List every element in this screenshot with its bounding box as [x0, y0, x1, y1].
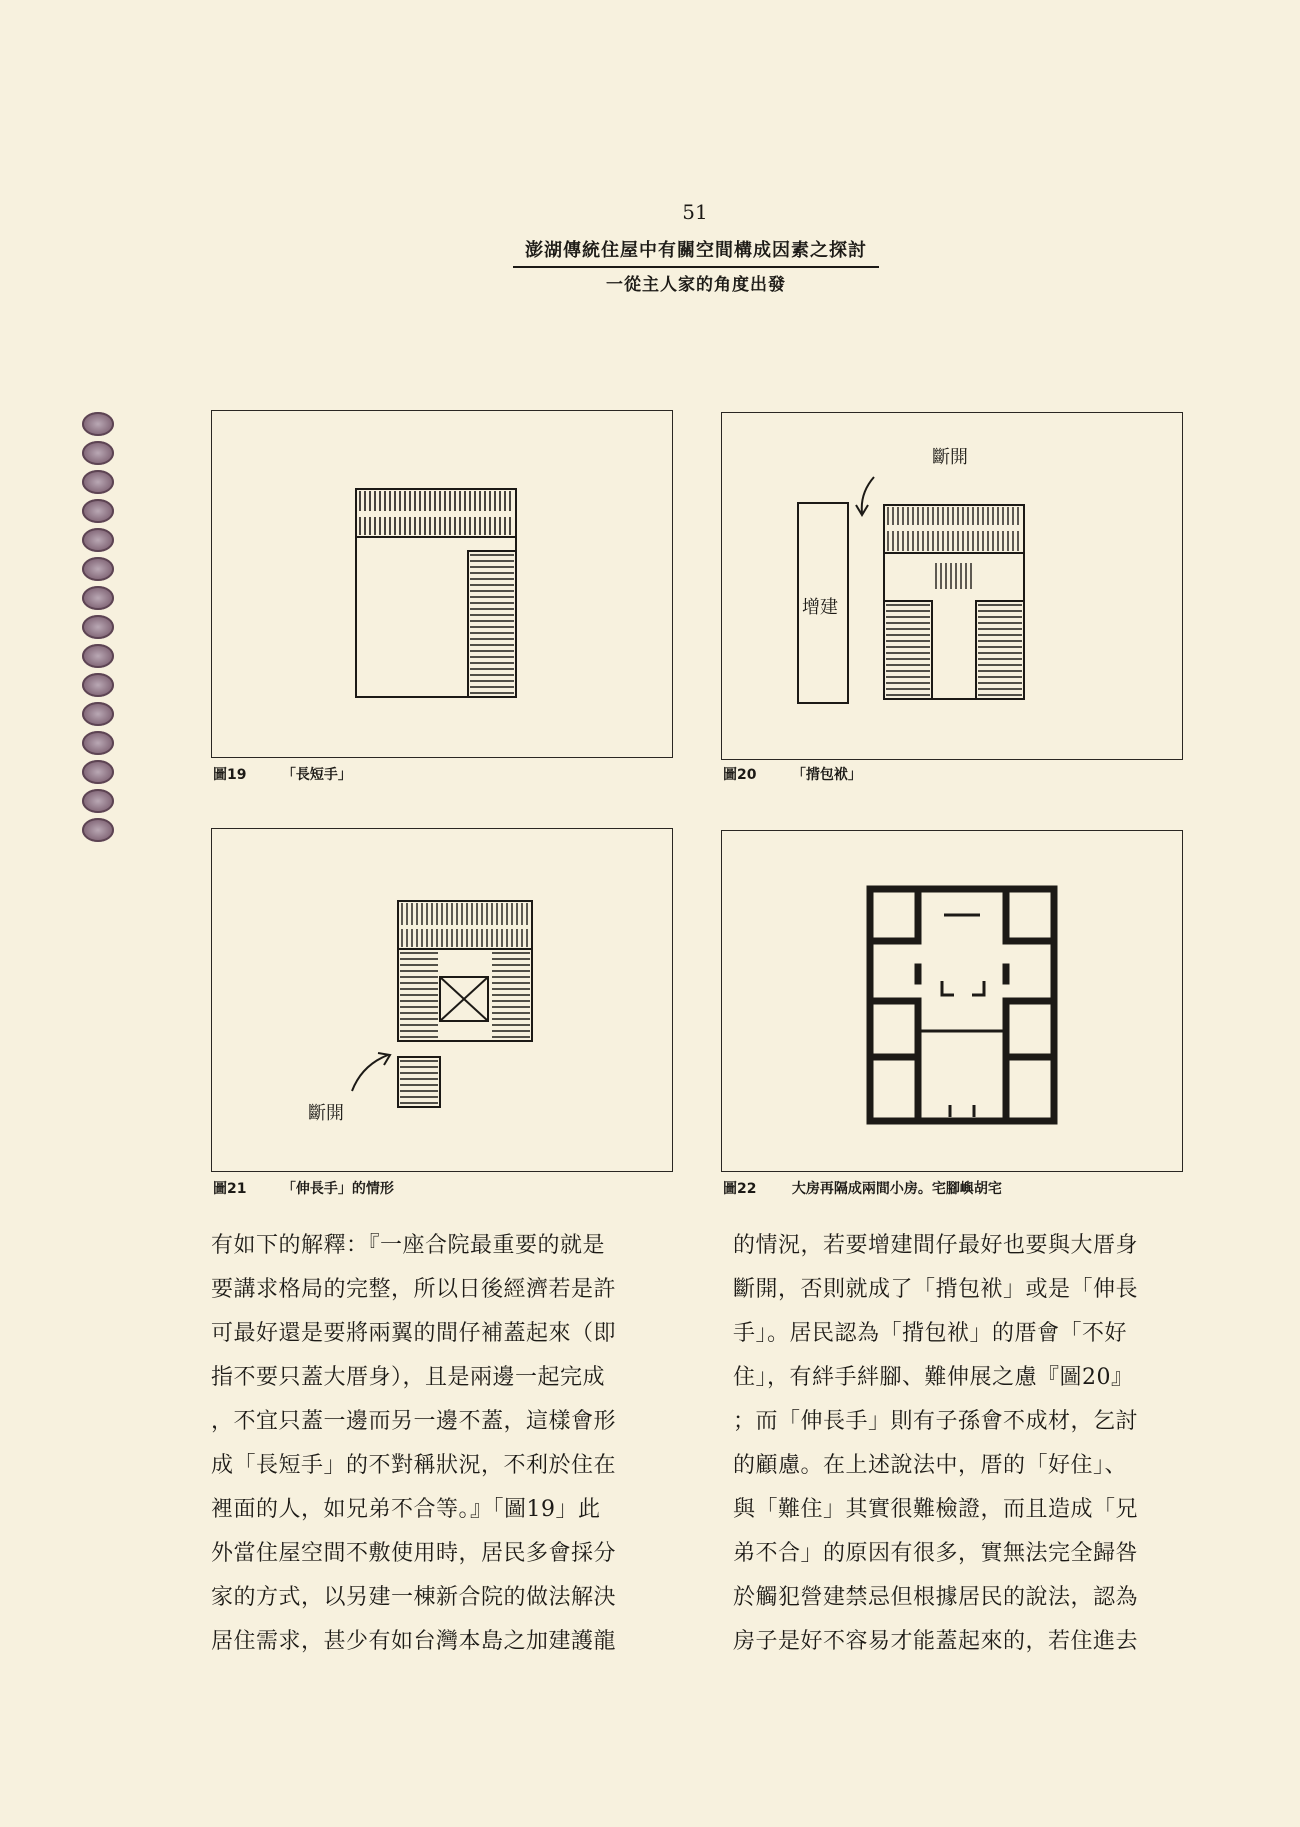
ornament-dot: [82, 644, 114, 668]
body-line: 弟不合」的原因有很多，實無法完全歸咎: [733, 1541, 1139, 1566]
body-line: ；而「伸長手」則有子孫會不成材，乞討: [733, 1409, 1139, 1434]
body-line: 與「難住」其實很難檢證，而且造成「兄: [733, 1497, 1139, 1522]
body-line: 居住需求，甚少有如台灣本島之加建護龍: [211, 1629, 617, 1654]
body-line: 有如下的解釋：『一座合院最重要的就是: [211, 1233, 606, 1258]
figure-20-caption: [723, 764, 862, 784]
figure-19-number: 圖19: [213, 767, 247, 783]
body-line: 成「長短手」的不對稱狀況，不利於住在: [211, 1453, 617, 1478]
figure-21-number: 圖21: [213, 1181, 247, 1197]
body-text-right: [733, 1224, 1179, 1664]
body-text-left: [211, 1224, 657, 1664]
ornament-dot: [82, 499, 114, 523]
figure-22-caption: [723, 1178, 1002, 1198]
body-line: 於觸犯營建禁忌但根據居民的說法，認為: [733, 1585, 1139, 1610]
figure-20-label-addition: 增建: [802, 597, 838, 618]
figure-19-caption: [213, 764, 352, 784]
figure-20-title: 「揹包袱」: [791, 767, 862, 783]
side-ornament: [82, 412, 116, 847]
ornament-dot: [82, 818, 114, 842]
ornament-dot: [82, 528, 114, 552]
ornament-dot: [82, 673, 114, 697]
ornament-dot: [82, 615, 114, 639]
ornament-dot: [82, 731, 114, 755]
body-line: 家的方式，以另建一棟新合院的做法解決: [211, 1585, 617, 1610]
figure-20: [721, 412, 1183, 760]
figure-19: [211, 410, 673, 758]
figure-21-drawing: [212, 829, 672, 1171]
figure-22-drawing: [722, 831, 1182, 1171]
figure-20-label-cut: 斷開: [932, 447, 968, 468]
ornament-dot: [82, 586, 114, 610]
running-subtitle: 一從主人家的角度出發: [606, 275, 786, 295]
figure-22-title: 大房再隔成兩間小房。宅腳嶼胡宅: [791, 1181, 1002, 1197]
body-line: 斷開，否則就成了「揹包袱」或是「伸長: [733, 1277, 1139, 1302]
body-line: 的顧慮。在上述說法中，厝的「好住」、: [733, 1453, 1128, 1478]
body-line: ，不宜只蓋一邊而另一邊不蓋，這樣會形: [211, 1409, 617, 1434]
ornament-dot: [82, 557, 114, 581]
figure-20-number: 圖20: [723, 767, 757, 783]
body-line: 裡面的人，如兄弟不合等。』「圖19」此: [211, 1497, 601, 1522]
body-line: 外當住屋空間不敷使用時，居民多會採分: [211, 1541, 617, 1566]
body-line: 可最好還是要將兩翼的間仔補蓋起來（即: [211, 1321, 617, 1346]
ornament-dot: [82, 412, 114, 436]
figure-20-drawing: [722, 413, 1182, 759]
figure-21-label-cut: 斷開: [308, 1103, 344, 1124]
ornament-dot: [82, 470, 114, 494]
body-line: 要講求格局的完整，所以日後經濟若是許: [211, 1277, 617, 1302]
figure-19-drawing: [212, 411, 672, 757]
figure-21: [211, 828, 673, 1172]
ornament-dot: [82, 702, 114, 726]
figure-22: [721, 830, 1183, 1172]
body-line: 住」，有絆手絆腳、難伸展之慮『圖20』: [733, 1365, 1134, 1390]
running-title: 澎湖傳統住屋中有關空間構成因素之探討: [513, 236, 879, 268]
ornament-dot: [82, 441, 114, 465]
figure-19-title: 「長短手」: [281, 767, 352, 783]
body-line: 手」。居民認為「揹包袱」的厝會「不好: [733, 1321, 1128, 1346]
figure-21-caption: [213, 1178, 394, 1198]
ornament-dot: [82, 789, 114, 813]
figure-22-number: 圖22: [723, 1181, 757, 1197]
body-line: 房子是好不容易才能蓋起來的，若住進去: [733, 1629, 1139, 1654]
ornament-dot: [82, 760, 114, 784]
figure-21-title: 「伸長手」的情形: [281, 1181, 394, 1197]
page-number: 51: [682, 200, 708, 224]
body-line: 的情況，若要增建間仔最好也要與大厝身: [733, 1233, 1139, 1258]
body-line: 指不要只蓋大厝身），且是兩邊一起完成: [211, 1365, 606, 1390]
